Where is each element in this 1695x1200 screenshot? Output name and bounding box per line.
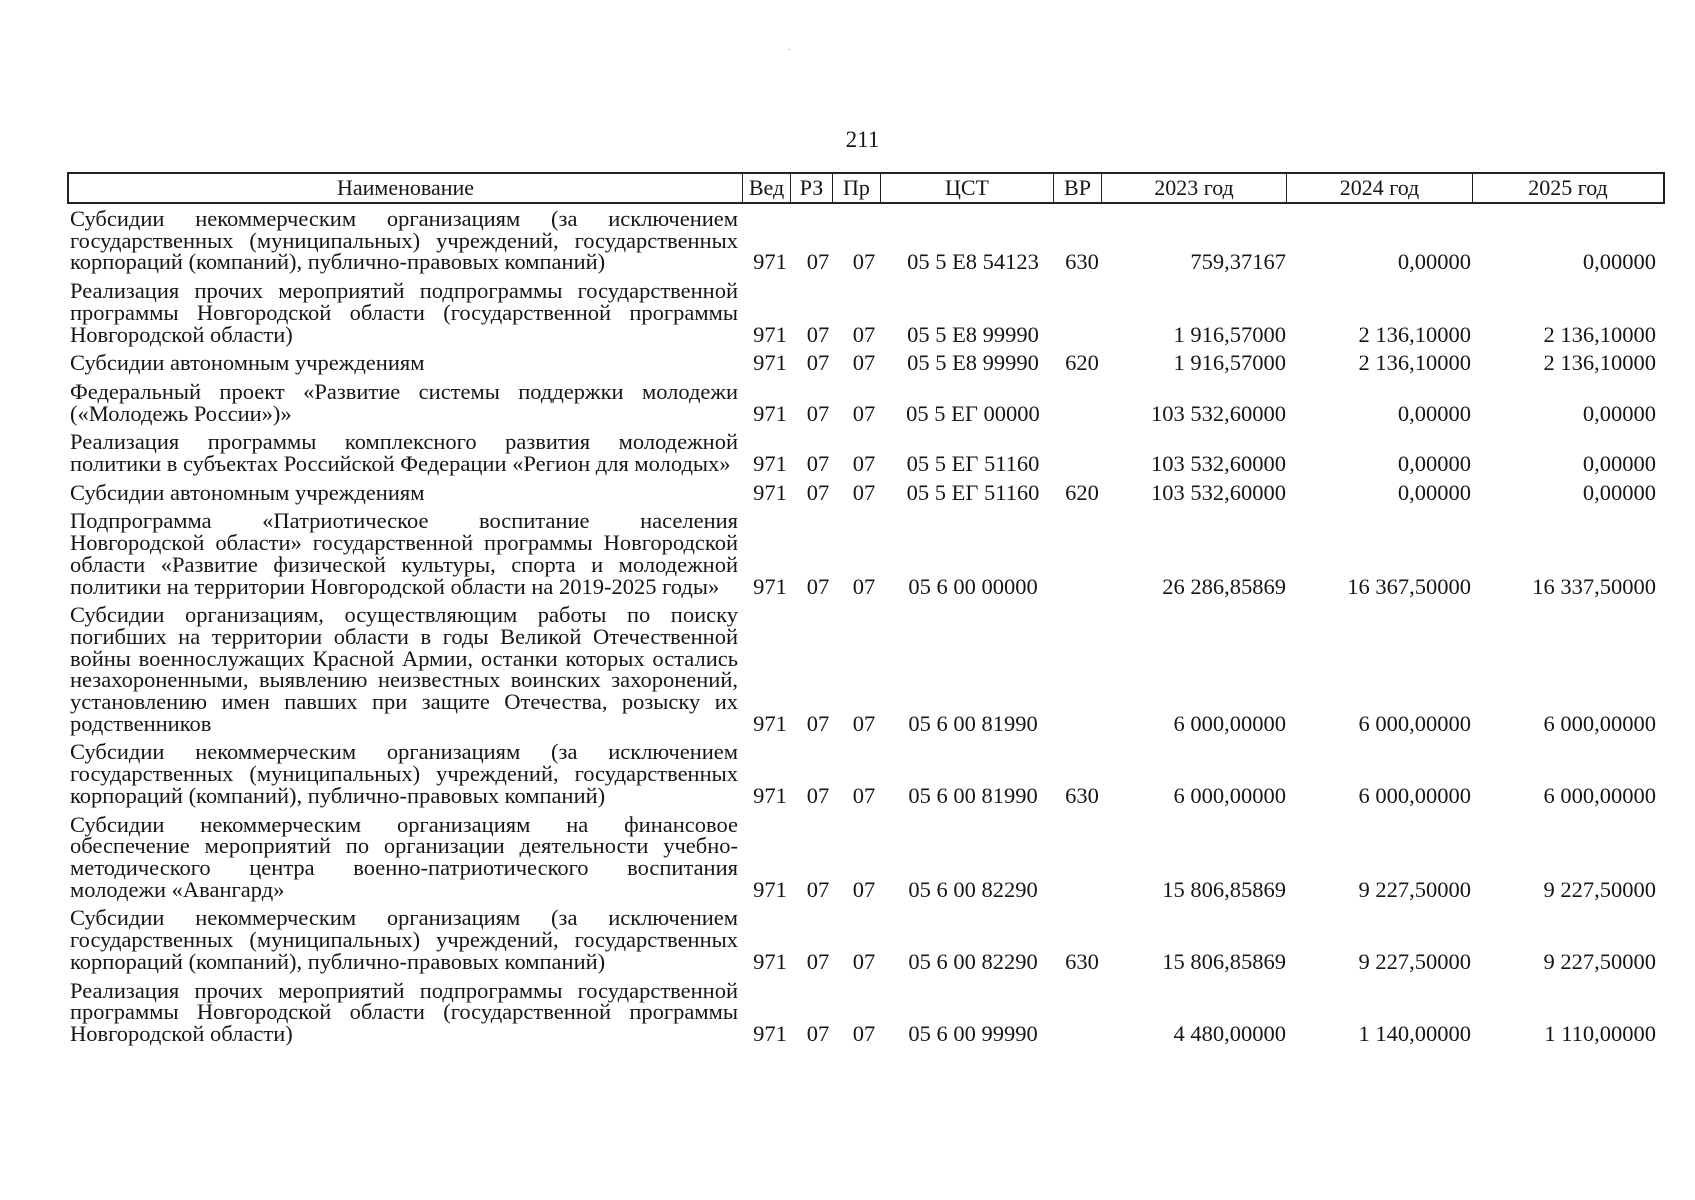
row-name: Реализация программы комплексного развития молодежной политики в субъектах Российской Федерации «Регион для молодых» bbox=[70, 429, 738, 477]
header-name: Наименование bbox=[69, 174, 743, 202]
table-row bbox=[70, 380, 1665, 430]
row-rz: 07 bbox=[806, 573, 830, 599]
row-2023: 1 916,57000 bbox=[1173, 321, 1286, 347]
row-rz: 07 bbox=[806, 321, 830, 347]
row-ved: 971 bbox=[753, 249, 787, 275]
row-2024: 2 136,10000 bbox=[1358, 321, 1471, 347]
row-2023: 26 286,85869 bbox=[1162, 573, 1286, 599]
row-2024: 0,00000 bbox=[1397, 400, 1471, 426]
row-2024: 9 227,50000 bbox=[1358, 876, 1471, 902]
row-2024: 6 000,00000 bbox=[1358, 710, 1471, 736]
row-vr: 620 bbox=[1065, 350, 1099, 376]
row-pr: 07 bbox=[852, 948, 876, 974]
table-header bbox=[67, 172, 1665, 204]
row-2024: 9 227,50000 bbox=[1358, 948, 1471, 974]
row-cst: 05 5 Е8 54123 bbox=[907, 249, 1039, 275]
row-name: Реализация прочих мероприятий подпрограммы государственной программы Новгородской области (государственной программы Новгородской области) bbox=[70, 977, 738, 1046]
row-rz: 07 bbox=[806, 1020, 830, 1046]
row-vr: 620 bbox=[1065, 479, 1099, 505]
table-row bbox=[70, 906, 1665, 978]
row-pr: 07 bbox=[852, 451, 876, 477]
row-ved: 971 bbox=[753, 948, 787, 974]
row-ved: 971 bbox=[753, 350, 787, 376]
row-pr: 07 bbox=[852, 249, 876, 275]
row-cst: 05 6 00 82290 bbox=[908, 948, 1038, 974]
row-2023: 6 000,00000 bbox=[1173, 710, 1286, 736]
row-rz: 07 bbox=[806, 710, 830, 736]
row-2023: 103 532,60000 bbox=[1151, 451, 1286, 477]
row-name: Реализация прочих мероприятий подпрограммы государственной программы Новгородской области (государственной программы Новгородской области) bbox=[70, 278, 738, 347]
row-2025: 0,00000 bbox=[1582, 249, 1656, 275]
page-number: 211 bbox=[845, 127, 880, 152]
row-2024: 6 000,00000 bbox=[1358, 782, 1471, 808]
row-2025: 2 136,10000 bbox=[1543, 321, 1656, 347]
row-pr: 07 bbox=[852, 400, 876, 426]
table-row bbox=[70, 509, 1665, 603]
row-name: Субсидии некоммерческим организациям (за исключением государственных (муниципальных) учреждений, государственных корпораций (компаний), публично-правовых компаний) bbox=[70, 206, 738, 275]
row-cst: 05 6 00 81990 bbox=[908, 782, 1038, 808]
row-2023: 1 916,57000 bbox=[1173, 350, 1286, 376]
row-cst: 05 5 ЕГ 51160 bbox=[906, 451, 1040, 477]
header-ved: Вед bbox=[743, 174, 791, 202]
row-name: Федеральный проект «Развитие системы поддержки молодежи («Молодежь России»)» bbox=[70, 378, 738, 426]
row-2025: 6 000,00000 bbox=[1543, 710, 1656, 736]
row-pr: 07 bbox=[852, 876, 876, 902]
row-pr: 07 bbox=[852, 782, 876, 808]
row-cst: 05 6 00 99990 bbox=[908, 1020, 1038, 1046]
table-row bbox=[70, 740, 1665, 812]
row-2024: 16 367,50000 bbox=[1347, 573, 1471, 599]
header-vr: ВР bbox=[1054, 174, 1102, 202]
row-2023: 759,37167 bbox=[1190, 249, 1286, 275]
row-name: Субсидии организациям, осуществляющим работы по поиску погибших на территории области в годы Великой Отечественной войны военнослужащих Красной Армии, останки которых остались незахороненными, выявлению неизвестных воинских захоронений, установлению имен павших при защите Отечества, розыску их родственников bbox=[70, 602, 738, 736]
table-row bbox=[70, 813, 1665, 907]
table-row bbox=[70, 279, 1665, 351]
row-vr: 630 bbox=[1065, 782, 1099, 808]
row-rz: 07 bbox=[806, 249, 830, 275]
row-ved: 971 bbox=[753, 400, 787, 426]
row-pr: 07 bbox=[852, 350, 876, 376]
header-cst: ЦСТ bbox=[881, 174, 1054, 202]
row-ved: 971 bbox=[753, 321, 787, 347]
row-2023: 103 532,60000 bbox=[1151, 479, 1286, 505]
row-2024: 2 136,10000 bbox=[1358, 350, 1471, 376]
header-pr: Пр bbox=[833, 174, 881, 202]
row-2025: 16 337,50000 bbox=[1532, 573, 1656, 599]
row-pr: 07 bbox=[852, 573, 876, 599]
row-name: Подпрограмма «Патриотическое воспитание населения Новгородской области» государственной программы Новгородской области «Развитие физической культуры, спорта и молодежной политики на территории Новгородской области на 2019-2025 годы» bbox=[70, 508, 738, 599]
row-name: Субсидии автономным учреждениям bbox=[70, 350, 425, 376]
row-2024: 0,00000 bbox=[1397, 249, 1471, 275]
row-ved: 971 bbox=[753, 876, 787, 902]
row-pr: 07 bbox=[852, 710, 876, 736]
table-row bbox=[70, 603, 1665, 740]
scan-speck bbox=[788, 49, 790, 50]
row-2023: 15 806,85869 bbox=[1162, 948, 1286, 974]
row-2023: 103 532,60000 bbox=[1151, 400, 1286, 426]
row-rz: 07 bbox=[806, 400, 830, 426]
row-ved: 971 bbox=[753, 479, 787, 505]
table-row bbox=[70, 430, 1665, 480]
row-2024: 1 140,00000 bbox=[1358, 1020, 1471, 1046]
row-cst: 05 5 ЕГ 00000 bbox=[906, 400, 1040, 426]
row-cst: 05 5 Е8 99990 bbox=[907, 321, 1039, 347]
table-row bbox=[70, 351, 1665, 380]
row-name: Субсидии некоммерческим организациям (за исключением государственных (муниципальных) учреждений, государственных корпораций (компаний), публично-правовых компаний) bbox=[70, 905, 738, 974]
row-rz: 07 bbox=[806, 948, 830, 974]
row-2025: 1 110,00000 bbox=[1544, 1020, 1656, 1046]
row-ved: 971 bbox=[753, 573, 787, 599]
row-cst: 05 5 Е8 99990 bbox=[907, 350, 1039, 376]
row-2025: 0,00000 bbox=[1582, 451, 1656, 477]
header-2025: 2025 год bbox=[1528, 175, 1608, 200]
row-ved: 971 bbox=[753, 710, 787, 736]
row-name: Субсидии некоммерческим организациям (за исключением государственных (муниципальных) учреждений, государственных корпораций (компаний), публично-правовых компаний) bbox=[70, 739, 738, 808]
row-2025: 0,00000 bbox=[1582, 400, 1656, 426]
row-vr: 630 bbox=[1065, 249, 1099, 275]
row-rz: 07 bbox=[806, 876, 830, 902]
row-ved: 971 bbox=[753, 782, 787, 808]
row-2025: 0,00000 bbox=[1582, 479, 1656, 505]
row-rz: 07 bbox=[806, 350, 830, 376]
row-cst: 05 5 ЕГ 51160 bbox=[906, 479, 1040, 505]
row-pr: 07 bbox=[852, 1020, 876, 1046]
header-rz: РЗ bbox=[791, 174, 833, 202]
row-2025: 6 000,00000 bbox=[1543, 782, 1656, 808]
row-cst: 05 6 00 81990 bbox=[908, 710, 1038, 736]
row-rz: 07 bbox=[806, 451, 830, 477]
row-2025: 9 227,50000 bbox=[1543, 948, 1656, 974]
table-row bbox=[70, 207, 1665, 279]
table-row bbox=[70, 481, 1665, 510]
row-pr: 07 bbox=[852, 321, 876, 347]
header-2023: 2023 год bbox=[1102, 174, 1287, 202]
row-rz: 07 bbox=[806, 479, 830, 505]
row-2023: 15 806,85869 bbox=[1162, 876, 1286, 902]
row-2023: 4 480,00000 bbox=[1173, 1020, 1286, 1046]
table-row bbox=[70, 979, 1665, 1051]
row-2025: 9 227,50000 bbox=[1543, 876, 1656, 902]
row-name: Субсидии автономным учреждениям bbox=[70, 479, 425, 505]
row-name: Субсидии некоммерческим организациям на финансовое обеспечение мероприятий по организации деятельности учебно-методического центра военно-патриотического воспитания молодежи «Авангард» bbox=[70, 811, 738, 902]
row-rz: 07 bbox=[806, 782, 830, 808]
row-vr: 630 bbox=[1065, 948, 1099, 974]
row-2025: 2 136,10000 bbox=[1543, 350, 1656, 376]
row-cst: 05 6 00 00000 bbox=[908, 573, 1038, 599]
row-2024: 0,00000 bbox=[1397, 451, 1471, 477]
row-ved: 971 bbox=[753, 451, 787, 477]
row-2023: 6 000,00000 bbox=[1173, 782, 1286, 808]
row-2024: 0,00000 bbox=[1397, 479, 1471, 505]
row-cst: 05 6 00 82290 bbox=[908, 876, 1038, 902]
table-body bbox=[70, 207, 1665, 1051]
row-ved: 971 bbox=[753, 1020, 787, 1046]
row-pr: 07 bbox=[852, 479, 876, 505]
header-2024: 2024 год bbox=[1287, 174, 1473, 202]
